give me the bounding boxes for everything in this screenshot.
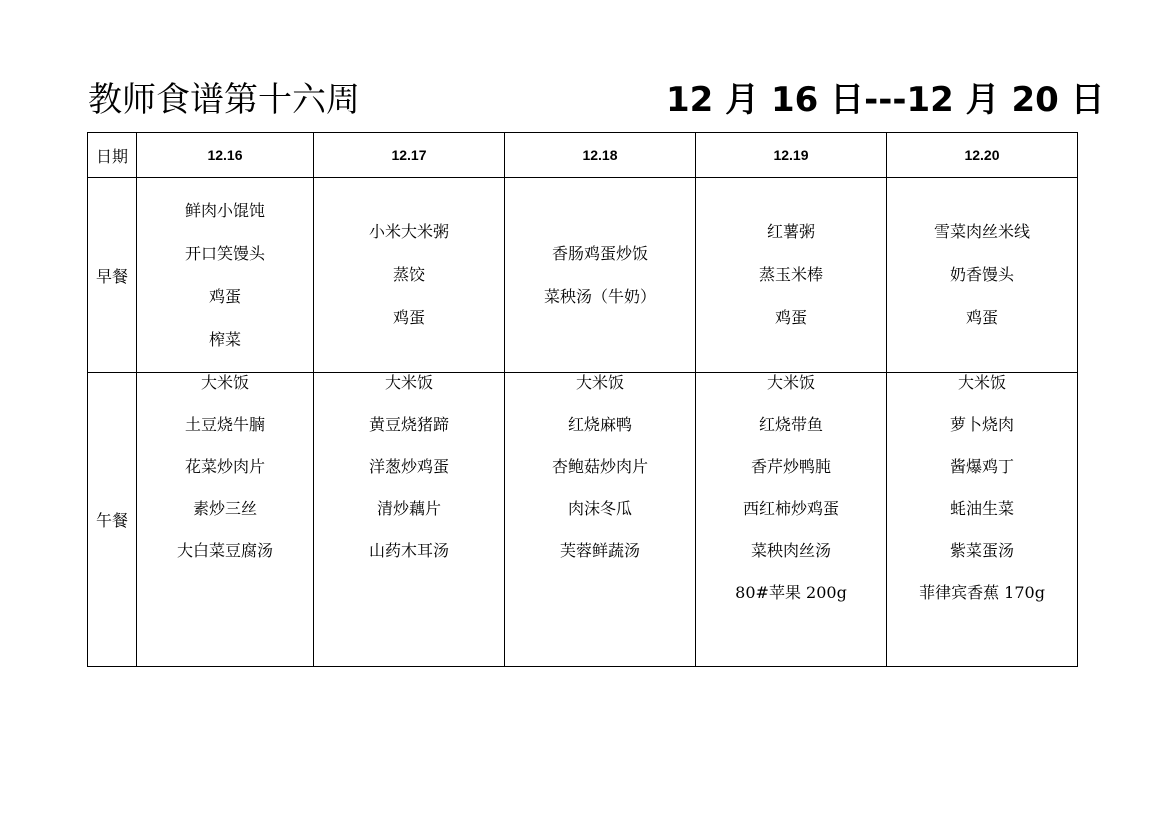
date-cell: 12.16 [137, 133, 314, 178]
dish-item: 萝卜烧肉 [949, 415, 1014, 434]
breakfast-cell [314, 178, 505, 373]
dish-item: 蒸饺 [392, 265, 425, 284]
lunch-dish-list [696, 373, 886, 603]
dish-item: 大米饭 [957, 373, 1006, 392]
breakfast-cell [887, 178, 1078, 373]
lunch-cell [137, 373, 314, 667]
breakfast-dish-list [696, 222, 886, 328]
breakfast-cell [696, 178, 887, 373]
breakfast-label: 早餐 [88, 178, 137, 373]
dish-item: 香肠鸡蛋炒饭 [551, 243, 648, 263]
date-cell: 12.18 [505, 133, 696, 178]
dish-item: 花菜炒肉片 [184, 457, 265, 476]
dish-item: 洋葱炒鸡蛋 [368, 457, 449, 476]
dish-item: 菲律宾香蕉 170g [919, 583, 1045, 602]
dish-item: 鸡蛋 [965, 308, 998, 327]
dish-item: 黄豆烧猪蹄 [368, 415, 449, 434]
breakfast-dish-list [505, 244, 695, 307]
dish-item: 红烧麻鸭 [567, 415, 632, 434]
lunch-dish-list [137, 373, 313, 561]
dish-item: 土豆烧牛腩 [184, 415, 265, 434]
dish-item: 酱爆鸡丁 [949, 457, 1014, 476]
date-range: 12 月 16 日---12 月 20 日 [666, 80, 1105, 120]
dish-item: 山药木耳汤 [368, 541, 449, 560]
breakfast-cell [137, 178, 314, 373]
breakfast-cell [505, 178, 696, 373]
dish-item: 小米大米粥 [368, 222, 449, 241]
lunch-label: 午餐 [88, 373, 137, 667]
dish-item: 紫菜蛋汤 [949, 541, 1014, 560]
dish-item: 菜秧汤（牛奶） [543, 286, 656, 306]
breakfast-row [88, 178, 1078, 373]
dish-item: 奶香馒头 [949, 265, 1014, 284]
dish-item: 红烧带鱼 [758, 415, 823, 434]
lunch-dish-list [887, 373, 1077, 603]
lunch-cell [696, 373, 887, 667]
date-cell: 12.19 [696, 133, 887, 178]
dish-item: 菜秧肉丝汤 [750, 541, 831, 560]
lunch-cell [314, 373, 505, 667]
dish-item: 大米饭 [384, 373, 433, 392]
header-row [88, 133, 1078, 178]
dish-item: 鲜肉小馄饨 [184, 200, 265, 220]
dish-item: 西红柿炒鸡蛋 [742, 499, 839, 518]
date-header: 日期 [88, 133, 137, 178]
dish-item: 开口笑馒头 [184, 243, 265, 263]
dish-item: 鸡蛋 [208, 286, 241, 306]
dish-item: 大米饭 [575, 373, 624, 392]
lunch-dish-list [314, 373, 504, 561]
lunch-dish-list [505, 373, 695, 561]
dish-item: 蒸玉米棒 [758, 265, 823, 284]
dish-item: 大米饭 [766, 373, 815, 392]
date-cell: 12.17 [314, 133, 505, 178]
breakfast-dish-list [887, 222, 1077, 328]
lunch-row [88, 373, 1078, 667]
dish-item: 肉沫冬瓜 [567, 499, 632, 518]
dish-item: 杏鲍菇炒肉片 [551, 457, 648, 476]
dish-item: 蚝油生菜 [949, 499, 1014, 518]
lunch-cell [505, 373, 696, 667]
dish-item: 80#苹果 200g [735, 583, 847, 602]
dish-item: 鸡蛋 [392, 308, 425, 327]
dish-item: 大白菜豆腐汤 [176, 541, 273, 560]
dish-item: 红薯粥 [766, 222, 815, 241]
dish-item: 香芹炒鸭肫 [750, 457, 831, 476]
breakfast-dish-list [314, 222, 504, 328]
dish-item: 雪菜肉丝米线 [933, 222, 1030, 241]
dish-item: 芙蓉鲜蔬汤 [559, 541, 640, 560]
dish-item: 素炒三丝 [192, 499, 257, 518]
dish-item: 榨菜 [208, 329, 241, 349]
date-cell: 12.20 [887, 133, 1078, 178]
menu-table [87, 132, 1078, 667]
breakfast-dish-list [137, 201, 313, 350]
dish-item: 清炒藕片 [376, 499, 441, 518]
dish-item: 大米饭 [200, 373, 249, 392]
lunch-cell [887, 373, 1078, 667]
dish-item: 鸡蛋 [774, 308, 807, 327]
page-title: 教师食谱第十六周 [88, 80, 360, 120]
